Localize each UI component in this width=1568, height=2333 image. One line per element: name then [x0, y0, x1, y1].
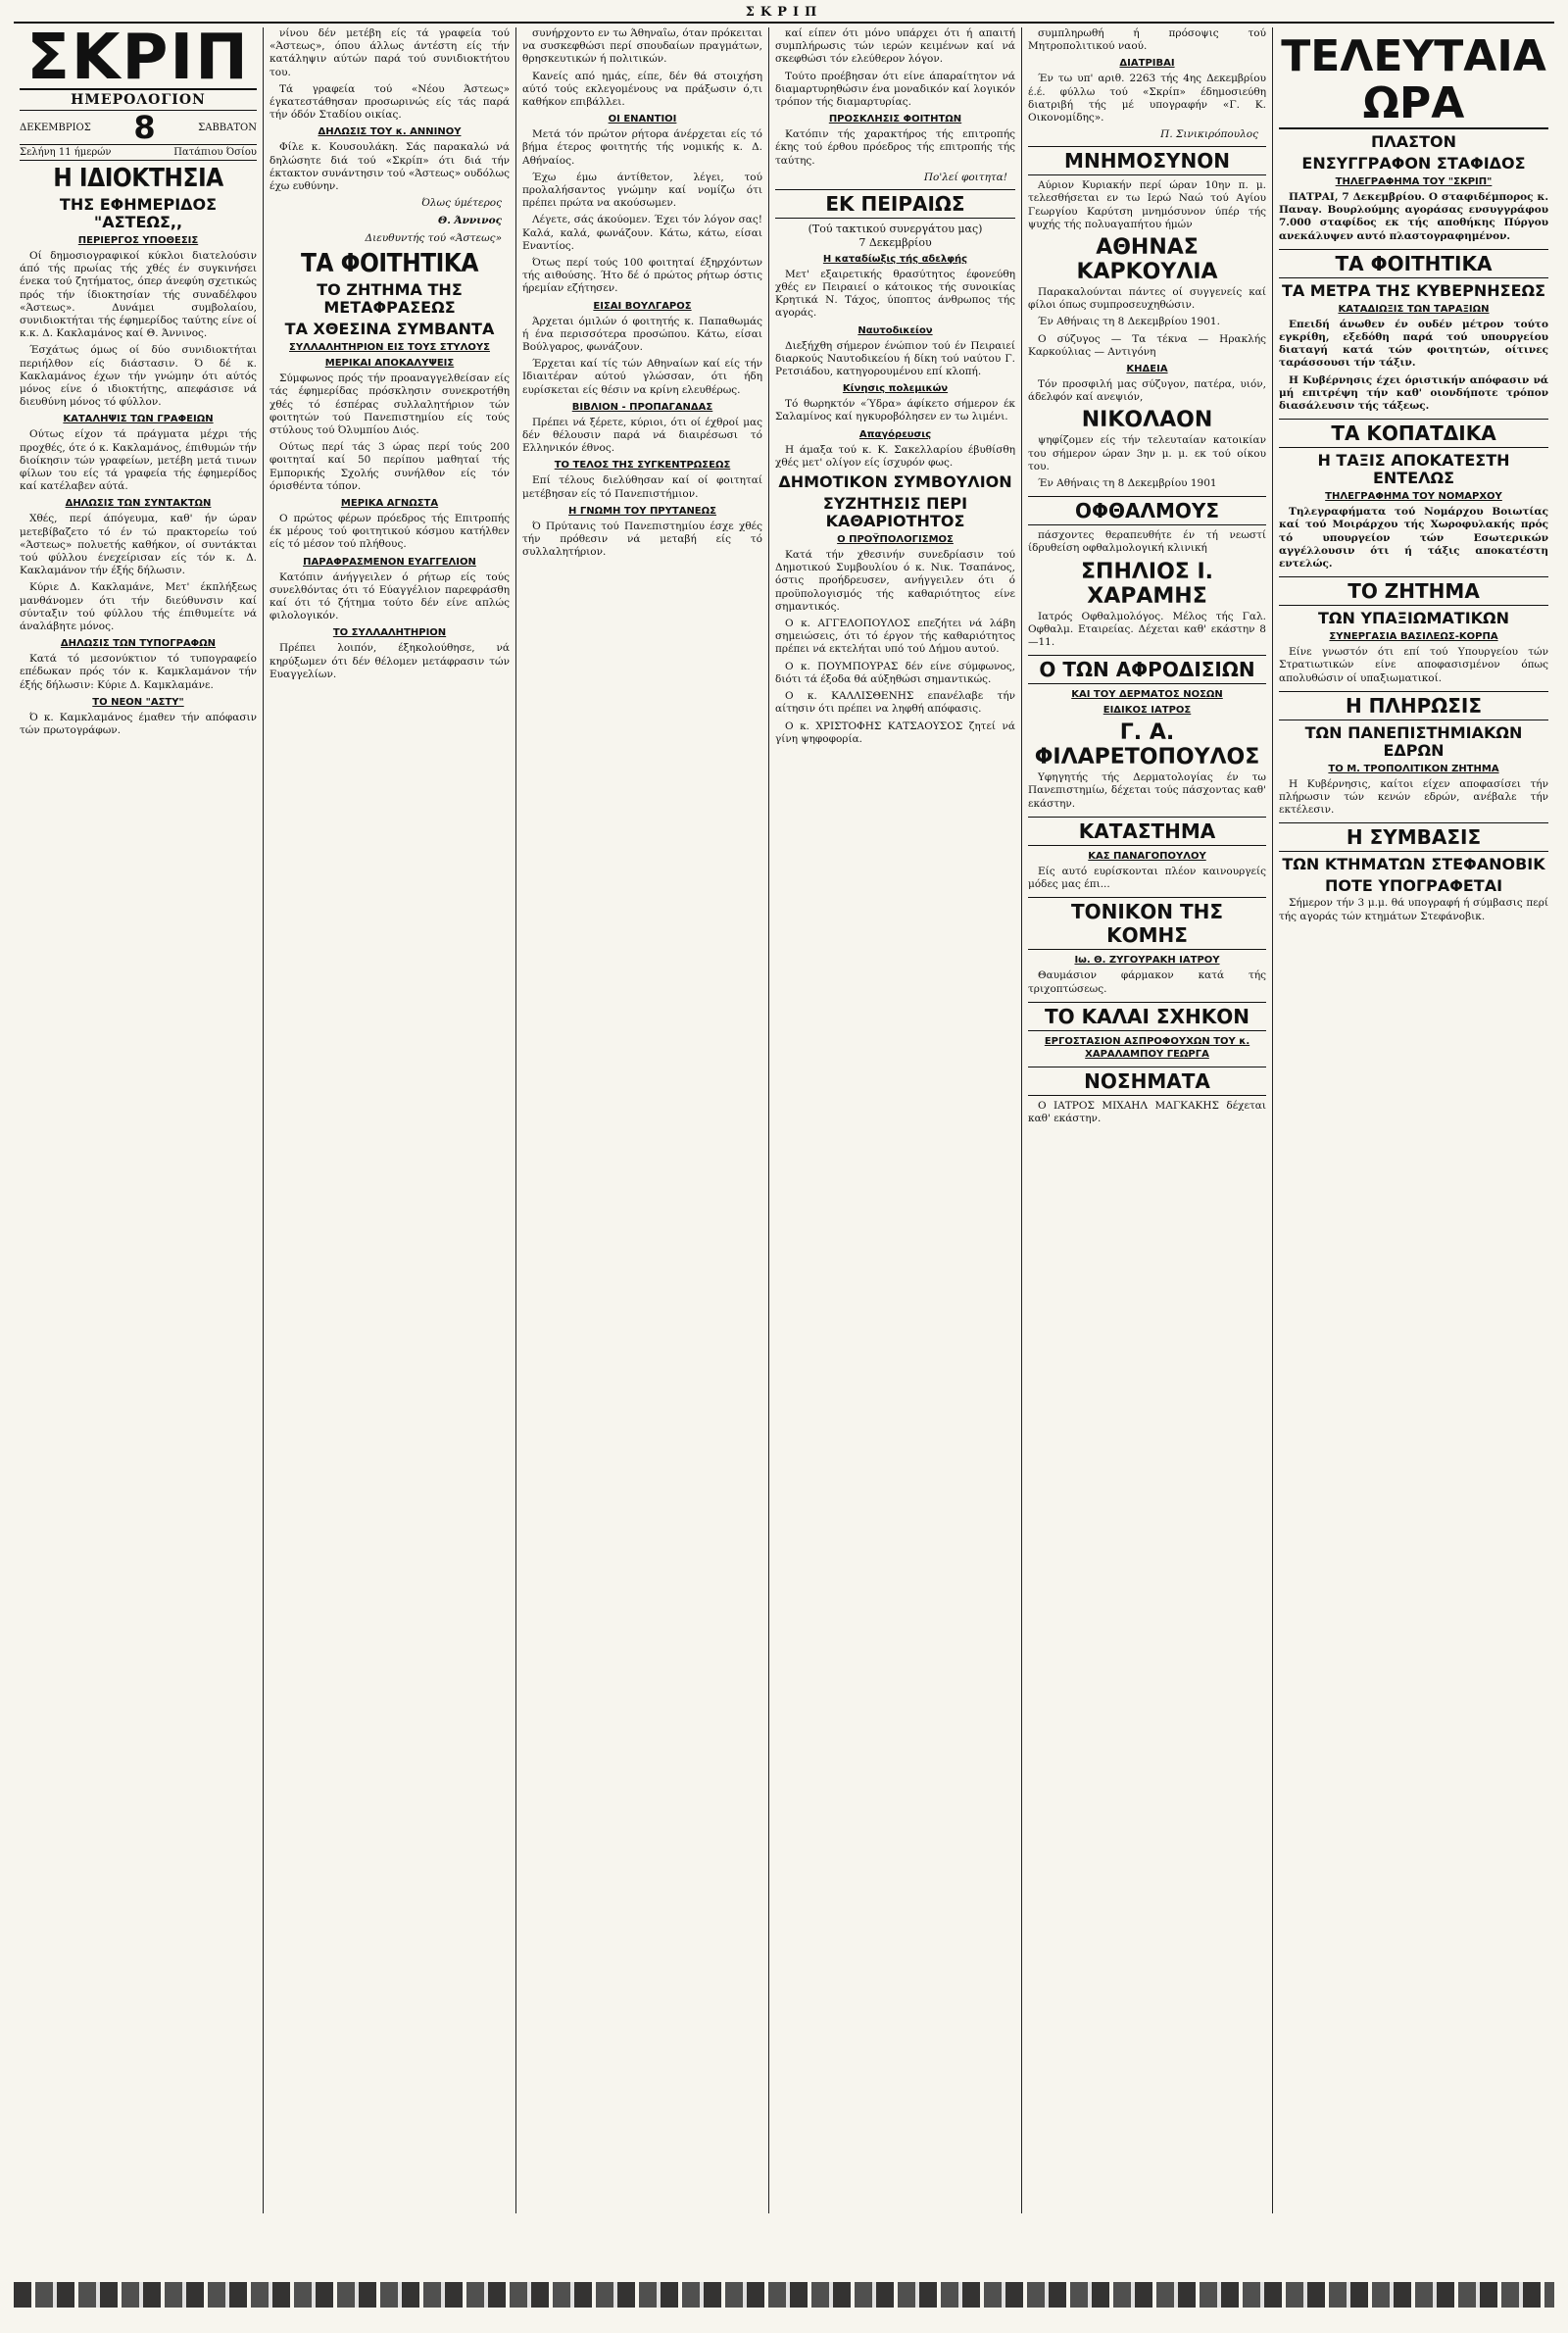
headline: Ο ΤΩΝ ΑΦΡΟΔΙΣΙΩΝ	[1028, 655, 1266, 684]
memorial-name: ΑΘΗΝΑΣ ΚΑΡΚΟΥΛΙΑ	[1076, 235, 1218, 285]
torn-edge-damage	[14, 2282, 1554, 2308]
subheadline: ΤΟ ΝΕΟΝ "ΑΣΤΥ"	[92, 696, 184, 708]
article-paragraph: Ούτως περί τάς 3 ώρας περί τούς 200 φοιτηταί καί 50 περίπου μαθηταί τής Εμπορικής Σχολής συνήλθον είς τόν όρισθέντα τόπον.	[270, 441, 510, 492]
article-paragraph: Επί τέλους διελύθησαν καί οί φοιτηταί μετέβησαν είς τό Πανεπιστήμιον.	[522, 474, 762, 500]
article-paragraph: συνήρχοντο εν τω Άθηναΐω, όταν πρόκειται να συσκεφθώσι περί σπουδαίων πραγμάτων, θρησκευτικών ή πολιτικών.	[522, 27, 762, 66]
article-paragraph: Κανείς από ημάς, είπε, δέν θά στοιχήση αύτό τούς εκλεγομένους να πράξωσιν ό,τι καθήκον επιβάλλει.	[522, 70, 762, 109]
article-paragraph: Σήμερον τήν 3 μ.μ. θά υπογραφή ή σύμβασις περί τής αγοράς τών κτημάτων Στεφάνοβικ.	[1279, 897, 1548, 922]
article-paragraph: συμπληρωθή ή πρόσοψις τού Μητροπολιτικού ναού.	[1028, 27, 1266, 53]
article-paragraph: Τό θωρηκτόν «Ύδρα» άφίκετο σήμερον έκ Σαλαμίνος καί ηγκυροβόλησεν εν τω λιμένι.	[775, 398, 1015, 423]
article-paragraph: Είνε γνωστόν ότι επί τού Υπουργείου τών Στρατιωτικών είνε αποφασισμένον όπως απολυθώσιν οί υπαξιωματικοί.	[1279, 646, 1548, 684]
article-paragraph: Έν Αθήναις τη 8 Δεκεμβρίου 1901.	[1038, 316, 1220, 328]
article-paragraph: Τόν προσφιλή μας σύζυγον, πατέρα, υιόν, άδελφόν καί ανεψιόν,	[1028, 378, 1266, 404]
article-paragraph: Η άμαξα τού κ. Κ. Σακελλαρίου έβυθίσθη χθές μετ' ολίγον είς ίσχυρόν φως.	[775, 443, 1015, 469]
subheadline: Απαγόρευσις	[858, 428, 932, 440]
headline: Η ΙΔΙΟΚΤΗΣΙΑ	[53, 164, 223, 193]
subheadline: ΒΙΒΛΙΟΝ - ΠΡΟΠΑΓΑΝΔΑΣ	[571, 401, 713, 413]
headline: ΤΟ ΖΗΤΗΜΑ ΤΗΣ ΜΕΤΑΦΡΑΣΕΩΣ	[317, 280, 463, 318]
column-5	[1022, 27, 1273, 2213]
headline: ΤΟ ΖΗΤΗΜΑ	[1279, 576, 1548, 606]
article-paragraph: Παρακαλούνται πάντες οί συγγενείς καί φίλοι όπως συμπροσευχηθώσιν.	[1028, 286, 1266, 312]
article-paragraph: Πρέπει νά ξέρετε, κύριοι, ότι οί έχθροί μας δέν θέλουσιν παρά νά διαιρέσωσι τό Ελληνικόν έθνος.	[522, 416, 762, 455]
subheadline: ΟΙ ΕΝΑΝΤΙΟΙ	[608, 114, 677, 125]
advertiser-name: Γ. Α. ΦΙΛΑΡΕΤΟΠΟΥΛΟΣ	[1034, 720, 1260, 770]
headline: ΝΟΣΗΜΑΤΑ	[1028, 1067, 1266, 1096]
article-paragraph: Ούτως είχον τά πράγματα μέχρι τής προχθές, ότε ό κ. Κακλαμάνος, έπιθυμών τήν διοίκησιν τών γραφείων, μετέβη μετά τινων φίλων του είς τά γραφεία τής έφημερίδος καί κατέλαβεν αύτά.	[20, 428, 257, 493]
column-2	[264, 27, 516, 2213]
article-paragraph: Είς αυτό ευρίσκονται πλέον καινουργείς μόδες μας έπι...	[1028, 865, 1266, 891]
funeral-name: ΝΙΚΟΛΑΟΝ	[1081, 408, 1213, 433]
subheadline: ΚΗΔΕΙΑ	[1126, 364, 1168, 375]
article-paragraph: Ο πρώτος φέρων πρόεδρος τής Επιτροπής έκ μέρους τού φοιτητικού κόσμου κατήλθεν είς τό μέσον τού πλήθους.	[270, 513, 510, 551]
subheadline: ΜΕΡΙΚΑ ΑΓΝΩΣΤΑ	[340, 498, 439, 510]
byline: (Τού τακτικού συνεργάτου μας)	[808, 222, 983, 235]
headline: ΔΗΜΟΤΙΚΟΝ ΣΥΜΒΟΥΛΙΟΝ	[778, 472, 1012, 492]
subheadline: ΔΗΛΩΣΙΣ ΤΟΥ κ. ΑΝΝΙΝΟΥ	[318, 126, 462, 138]
column-1	[14, 27, 264, 2213]
subheadline: Κίνησις πολεμικών	[842, 383, 949, 395]
article-paragraph: Η Κυβέρνησις, καίτοι είχεν αποφασίσει τήν πλήρωσιν τών κενών εδρών, ανέβαλε τήν εκτέλεσιν.	[1279, 777, 1548, 817]
article-paragraph: Ότως περί τούς 100 φοιτηταί έξηρχόντων τής αιθούσης. Ήτο δέ ό πρώτος ρήτωρ όστις ήρεμίαν εζήτησεν.	[522, 257, 762, 295]
headline: ΤΕΛΕΥΤΑΙΑ ΩΡΑ	[1279, 33, 1548, 129]
headline: ΚΑΤΑΣΤΗΜΑ	[1028, 817, 1266, 846]
article-paragraph: Χθές, περί άπόγευμα, καθ' ήν ώραν μετεβίβαζετο τό έν τώ πρακτορείω τού «Άστεως» πολυετής καθήκον, οί συντάκται τού φύλλου ένεχείρισαν είς τόν κ. Δ. Κακλαμάνον τήν έξής δήλωσιν.	[20, 513, 257, 577]
article-paragraph: Μετ' εξαιρετικής θρασύτητος έφονεύθη χθές εν Πειραιεί ο κάτοικος τής συνοικίας Κρητικά Ν. Τάχος, ύποπτος άνθρωπος τής αγοράς.	[775, 268, 1015, 320]
headline: ΤΩΝ ΥΠΑΞΙΩΜΑΤΙΚΩΝ	[1317, 609, 1510, 628]
headline: ΤΑ ΦΟΙΤΗΤΙΚΑ	[300, 249, 479, 279]
subheadline: ΜΕΡΙΚΑΙ ΑΠΟΚΑΛΥΨΕΙΣ	[324, 358, 455, 370]
masthead-dateline	[20, 111, 257, 145]
article-paragraph: Λέγετε, σάς άκούομεν. Έχει τόν λόγον σας! Καλά, καλά, φωνάζουν. Κάτω, κάτω, είσαι Εναντίος.	[522, 214, 762, 252]
headline: ΣΥΖΗΤΗΣΙΣ ΠΕΡΙ ΚΑΘΑΡΙΟΤΗΤΟΣ	[822, 494, 968, 531]
article-paragraph: Τηλεγραφήματα τού Νομάρχου Βοιωτίας καί τού Μοιράρχου τής Χωροφυλακής πρός τό υπουργείον τών Εσωτερικών αγγέλλουσιν ότι ή τάξις αποκατέστη εντελώς.	[1279, 506, 1548, 571]
article-paragraph: Διεξήχθη σήμερον ένώπιον τού έν Πειραιεί διαρκούς Ναυτοδικείου ή δίκη τού ναύτου Γ. Ρετσιάδου, κατηγορουμένου επί κλοπή.	[775, 339, 1015, 378]
subheadline: ΠΑΡΑΦΡΑΣΜΕΝΟΝ ΕΥΑΓΓΕΛΙΟΝ	[303, 556, 476, 568]
masthead-notes	[20, 145, 257, 161]
article-paragraph: Άρχεται όμιλών ό φοιτητής κ. Παπαθωμάς ή ένα περισσότερα προσώπου. Κάτω, είσαι Βούλγαρος, φωνάζουν.	[522, 315, 762, 354]
article-paragraph: Έρχεται καί τίς τών Αθηναίων καί είς τήν Ιδιαιτέραν αύτού γλώσσαν, ότι ήδη ευρίσκεται είς θέσιν να κρίνη ελευθέρως.	[522, 358, 762, 396]
column-3	[516, 27, 769, 2213]
headline: ΤΑ ΜΕΤΡΑ ΤΗΣ ΚΥΒΕΡΝΗΣΕΩΣ	[1281, 280, 1546, 300]
article-paragraph: ΠΑΤΡΑΙ, 7 Δεκεμβρίου. Ο σταφιδέμπορος κ. Παναγ. Βουρλούμης αγοράσας ενσυγγράφου 7.000 σταφίδος εκ τής αποθήκης Πύργου ανεκάλυψεν αυτό πλαστογραφημένον.	[1279, 191, 1548, 242]
article-paragraph: Η Κυβέρνησις έχει όριστικήν απόφασιν νά μή επιτρέψη τήν καθ' οιονδήποτε τρόπον διασάλευσιν τής τάξεως.	[1279, 373, 1548, 413]
mourners-list: Ο σύζυγος — Τα τέκνα — Ηρακλής Καρκούλιας — Αντιγόνη	[1028, 332, 1266, 358]
article-paragraph: Έσχάτως όμως οί δύο συνιδιοκτήται περιήλθον είς διάστασιν. Ό δέ κ. Κακλαμάνος έχων τήν γνώμην ότι αύτός μόνος είνε ό ιδιοκτήτης, απεφάσισε νά διευθύνη μόνος τό φύλλον.	[20, 344, 257, 409]
article-paragraph: Έν τω υπ' αριθ. 2263 τής 4ης Δεκεμβρίου έ.έ. φύλλω τού «Σκρίπ» έδημοσιεύθη διατριβή τής μέ υπογραφήν «Γ. Κ. Οικονομίδης».	[1028, 73, 1266, 124]
subheadline: Ιω. Θ. ΖΥΓΟΥΡΑΚΗ ΙΑΤΡΟΥ	[1074, 955, 1220, 967]
subheadline: ΤΟ ΣΥΛΛΑΛΗΤΗΡΙΟΝ	[332, 627, 447, 639]
column-4	[769, 27, 1022, 2213]
subheadline: Η καταδίωξις τής αδελφής	[822, 253, 968, 265]
subheadline: ΕΙΔΙΚΟΣ ΙΑΤΡΟΣ	[1102, 705, 1192, 717]
dateline-month: ΔΕΚΕΜΒΡΙΟΣ	[20, 122, 91, 133]
article-paragraph: Επειδή άνωθεν έν ουδέν μέτρον τούτο εγκρίθη, εξεδόθη παρά τού υπουργείου διαταγή κατά τών φοιτητών, οίτινες ταράσσουσι τήν τάξιν.	[1279, 318, 1548, 370]
headline: Η ΠΛΗΡΩΣΙΣ	[1279, 691, 1548, 720]
running-head: ΣΚΡΙΠ	[745, 5, 823, 20]
article-paragraph: Έν Αθήναις τη 8 Δεκεμβρίου 1901	[1038, 477, 1217, 490]
article-paragraph: Ό Πρύτανις τού Πανεπιστημίου έσχε χθές τήν πρόθεσιν νά μεταβή είς τό συλλαλητήριον.	[522, 520, 762, 559]
article-paragraph: Έχω έμω άντίθετον, λέγει, τού προλαλήσαντος γνώμην καί νομίζω ότι πρέπει πρώτα να ακούσωμεν.	[522, 171, 762, 210]
article-paragraph: Υφηγητής τής Δερματολογίας έν τω Πανεπιστημίω, δέχεται τούς πάσχοντας καθ' εκάστην.	[1028, 771, 1266, 810]
subheadline: ΔΗΛΩΣΙΣ ΤΩΝ ΤΥΠΟΓΡΑΦΩΝ	[60, 638, 217, 650]
subheadline: ΕΙΣΑΙ ΒΟΥΛΓΑΡΟΣ	[593, 300, 692, 312]
dateline: 7 Δεκεμβρίου	[858, 235, 932, 249]
top-rule	[14, 22, 1554, 24]
saint-note: Πατάπιου Όσίου	[173, 147, 257, 158]
moon-note: Σελήνη 11 ήμερών	[20, 147, 112, 158]
signature-name: Θ. Άννινος	[438, 215, 502, 227]
article-paragraph: Σύμφωνος πρός τήν προαναγγελθείσαν είς τάς έφημερίδας πρόσκλησιν συνεκροτήθη χθές τό έσπέρας συλλαλητήριον τών φοιτητών τού Πανεπιστημίου είς τούς στύλους τού Όλυμπίου Διός.	[270, 372, 510, 437]
signature-line: Όλως ύμέτερος	[421, 197, 502, 210]
subheadline: ΚΑΙ ΤΟΥ ΔΕΡΜΑΤΟΣ ΝΟΣΩΝ	[1071, 689, 1223, 701]
article-paragraph: Κύριε Δ. Κακλαμάνε, Μετ' έκπλήξεως μανθάνομεν ότι τήν διεύθυνσιν καί σύνταξιν τού φύλλου τής έπιθυμείτε νά άναλάβητε μόνος.	[20, 581, 257, 633]
signature-title: Διευθυντής τού «Άστεως»	[365, 232, 502, 245]
subheadline: ΔΙΑΤΡΙΒΑΙ	[1119, 58, 1175, 70]
article-paragraph: Ο κ. ΠΟΥΜΠΟΥΡΑΣ δέν είνε σύμφωνος, διότι τά έξοδα θά αύξηθώσι σημαντικώς.	[775, 660, 1015, 685]
headline: ΤΗΣ ΕΦΗΜΕΡΙΔΟΣ "ΑΣΤΕΩΣ,,	[59, 195, 218, 231]
subheadline: ΚΑΤΑΛΗΨΙΣ ΤΩΝ ΓΡΑΦΕΙΩΝ	[63, 414, 214, 425]
columns	[14, 27, 1554, 2213]
headline: Η ΤΑΞΙΣ ΑΠΟΚΑΤΕΣΤΗ ΕΝΤΕΛΩΣ	[1317, 451, 1510, 488]
subheadline: ΕΡΓΟΣΤΑΣΙΟΝ ΑΣΠΡΟΦΟΥΧΩΝ ΤΟΥ κ. ΧΑΡΑΛΑΜΠΟΥ ΓΕΩΡΓΑ	[1044, 1035, 1250, 1060]
headline: ΤΩΝ ΠΑΝΕΠΙΣΤΗΜΙΑΚΩΝ ΕΔΡΩΝ	[1304, 722, 1523, 760]
headline: ΤΩΝ ΚΤΗΜΑΤΩΝ ΣΤΕΦΑΝΟΒΙΚ	[1282, 855, 1545, 874]
headline: ΕΝΣΥΓΓΡΑΦΟΝ ΣΤΑΦΙΔΟΣ	[1301, 154, 1526, 173]
subheadline: ΠΡΟΣΚΛΗΣΙΣ ΦΟΙΤΗΤΩΝ	[828, 114, 962, 125]
column-6	[1273, 27, 1554, 2213]
article-paragraph: νίνου δέν μετέβη είς τά γραφεία τού «Άστεως», όπου άλλως άντέστη είς τήν κατάληψιν αύτών παρά τού συνιδιοκτήτου του.	[270, 27, 510, 78]
dateline-day-number: 8	[133, 109, 156, 146]
article-paragraph: Οί δημοσιογραφικοί κύκλοι διατελούσιν άπό τής πρωίας τής χθές έν συγκινήσει ένεκα τού ζητήματος, όπερ άνεφύη σχετικώς πρός τήν ίδιοκτησίαν τής συναδέλφου «Άστεως». Δυνάμει συμβολαίου, συνιδιοκτήται τής έφημερίδος ταύτης είνε οί κ.κ. Δ. Κακλαμάνος καί Θ. Άννινος.	[20, 250, 257, 340]
article-paragraph: Φίλε κ. Κουσουλάκη. Σάς παρακαλώ νά δηλώσητε διά τού «Σκρίπ» ότι διά τήν έκτακτον συνάντησιν τού «Άστεως» ουδόλως έχω ευθύνην.	[270, 141, 510, 193]
article-paragraph: Ο ΙΑΤΡΟΣ ΜΙΧΑΗΛ ΜΑΓΚΑΚΗΣ δέχεται καθ' εκάστην.	[1028, 1099, 1266, 1124]
headline: ΤΟΝΙΚΟΝ ΤΗΣ ΚΟΜΗΣ	[1028, 897, 1266, 950]
article-paragraph: Μετά τόν πρώτον ρήτορα άνέρχεται είς τό βήμα έτερος φοιτητής τής νομικής κ. Δ. Αθήναίος.	[522, 128, 762, 167]
dateline-weekday: ΣΑΒΒΑΤΟΝ	[198, 122, 257, 133]
article-paragraph: πάσχοντες θεραπευθήτε έν τή νεωστί ίδρυθείση οφθαλμολογική κλινική	[1028, 529, 1266, 555]
article-paragraph: Κατά τήν χθεσινήν συνεδρίασιν τού Δημοτικού Συμβουλίου ό κ. Νικ. Τσαπάνος, όστις προήδρευσεν, ανήγγειλεν ότι ό προϋπολογισμός τής καθαριότητος είνε σημαντικός.	[775, 549, 1015, 613]
signature: Π. Σινικιρόπουλος	[1160, 128, 1258, 141]
headline: ΠΟΤΕ ΥΠΟΓΡΑΦΕΤΑΙ	[1324, 876, 1503, 896]
subheadline: Η ΓΝΩΜΗ ΤΟΥ ΠΡΥΤΑΝΕΩΣ	[568, 505, 716, 517]
subheadline: ΚΑΣ ΠΑΝΑΓΟΠΟΥΛΟΥ	[1088, 850, 1206, 862]
article-paragraph: Ο κ. ΚΑΛΛΙΣΘΕΝΗΣ επανέλαβε τήν αίτησιν ότι πρέπει να ληφθή απόφασις.	[775, 690, 1015, 716]
subheadline: ΚΑΤΑΔΙΩΞΙΣ ΤΩΝ ΤΑΡΑΞΙΩΝ	[1338, 303, 1490, 315]
subheadline: Ναυτοδικείον	[858, 324, 933, 336]
article-paragraph: Ιατρός Οφθαλμολόγος. Μέλος τής Γαλ. Οφθαλμ. Εταιρείας. Δέχεται καθ' εκάστην 8—11.	[1028, 610, 1266, 649]
article-paragraph: Τά γραφεία τού «Νέου Άστεως» έγκατεστάθησαν προσωρινώς είς τάς παρά τήν όδόν Σταδίου οικίας.	[270, 82, 510, 122]
subheadline: ΣΥΛΛΑΛΗΤΗΡΙΟΝ ΕΙΣ ΤΟΥΣ ΣΤΥΛΟΥΣ	[289, 342, 490, 354]
headline: Η ΣΥΜΒΑΣΙΣ	[1279, 822, 1548, 852]
headline: ΠΛΑΣΤΟΝ	[1371, 132, 1456, 151]
article-paragraph: Πρέπει λοιπόν, έξηκολούθησε, νά κηρύξωμεν ότι δέν θέλομεν μετάφρασιν τών Ευαγγελίων.	[270, 642, 510, 680]
headline: ΕΚ ΠΕΙΡΑΙΩΣ	[775, 189, 1015, 219]
article-paragraph: Ο κ. ΑΓΓΕΛΟΠΟΥΛΟΣ επεζήτει νά λάβη σημειώσεις, ότι τό έργον τής καθαριότητος πρέπει νά εκτελήται υπό τού Δήμου αυτού.	[775, 618, 1015, 656]
headline: ΤΟ ΚΑΛΑΙ ΣΧΗΚΟΝ	[1028, 1002, 1266, 1031]
subheadline: Ο ΠΡΟΫΠΟΛΟΓΙΣΜΟΣ	[837, 534, 954, 546]
subheadline: ΤΗΛΕΓΡΑΦΗΜΑ ΤΟΥ ΝΟΜΑΡΧΟΥ	[1325, 491, 1502, 503]
headline: ΤΑ ΦΟΙΤΗΤΙΚΑ	[1279, 249, 1548, 278]
subheadline: ΣΥΝΕΡΓΑΣΙΑ ΒΑΣΙΛΕΩΣ-ΚΟΡΠΑ	[1329, 631, 1498, 643]
article-paragraph: Τούτο προέβησαν ότι είνε άπαραίτητον νά διαμαρτυρηθώσιν ένα μοναδικόν καί λογικόν τρόπον τής διαμαρτυρίας.	[775, 70, 1015, 109]
headline: ΜΝΗΜΟΣΥΝΟΝ	[1028, 146, 1266, 175]
subheadline: ΤΗΛΕΓΡΑΦΗΜΑ ΤΟΥ "ΣΚΡΙΠ"	[1335, 176, 1493, 187]
subheadline: ΔΗΛΩΣΙΣ ΤΩΝ ΣΥΝΤΑΚΤΩΝ	[65, 498, 212, 510]
advertiser-name: ΣΠΗΛΙΟΣ Ι. ΧΑΡΑΜΗΣ	[1081, 559, 1213, 609]
article-paragraph: Κατόπιν άνήγγειλεν ό ρήτωρ είς τούς συνελθόντας ότι τό Εύαγγέλιον παρεφράσθη καί ότι τό ζήτημα τούτο δέν είνε απλώς φιλολογικόν.	[270, 571, 510, 622]
signature: Πο'λεί φοιτητα!	[923, 171, 1007, 183]
subheadline: ΠΕΡΙΕΡΓΟΣ ΥΠΟΘΕΣΙΣ	[77, 235, 199, 246]
headline: ΤΑ ΚΟΠΑΤΔΙΚΑ	[1279, 419, 1548, 448]
article-paragraph: καί είπεν ότι μόνο υπάρχει ότι ή απαιτή συμπλήρωσις τών ιερών κειμένων καί νά σκεφθώσι τόν ελεύθερον λόγον.	[775, 27, 1015, 66]
article-paragraph: Θαυμάσιον φάρμακον κατά τής τριχοπτώσεως.	[1028, 969, 1266, 995]
article-paragraph: Κατόπιν τής χαρακτήρος τής επιτροπής έκης τού έρθου πρόεδρος τής επιτροπής τής ταύτης.	[775, 128, 1015, 167]
headline: ΤΑ ΧΘΕΣΙΝΑ ΣΥΜΒΑΝΤΑ	[284, 320, 495, 339]
masthead-title: ΣΚΡΙΠ	[20, 27, 257, 90]
headline: ΟΦΘΑΛΜΟΥΣ	[1028, 496, 1266, 525]
article-paragraph: Κατά τό μεσονύκτιον τό τυπογραφείο επέδωκαν πρός τόν κ. Καμκλαμάνον τήν έξής δήλωσιν: Κύριε Δ. Καμκλαμάνε.	[20, 653, 257, 691]
article-paragraph: ψηφίζομεν είς τήν τελευταίαν κατοικίαν του σήμερον ώραν 3ην μ. μ. εκ τού οίκου του.	[1028, 434, 1266, 472]
article-paragraph: Ο κ. ΧΡΙΣΤΟΦΗΣ ΚΑΤΣΑΟΥΣΟΣ ζητεί νά γίνη ψηφοφορία.	[775, 720, 1015, 745]
article-paragraph: Ό κ. Καμκλαμάνος έμαθεν τήν απόφασιν τών πρωτογράφων.	[20, 711, 257, 737]
subheadline: ΤΟ Μ. ΤΡΟΠΟΛΙΤΙΚΟΝ ΖΗΤΗΜΑ	[1328, 763, 1499, 774]
article-paragraph: Αύριον Κυριακήν περί ώραν 10ην π. μ. τελεσθήσεται εν τω Ιερώ Ναώ τού Αγίου Γεωργίου Καρύτση μνημόσυνον ύπέρ τής ψυχής τής πολυαγαπήτου ήμών	[1028, 179, 1266, 230]
subheadline: ΤΟ ΤΕΛΟΣ ΤΗΣ ΣΥΓΚΕΝΤΡΩΣΕΩΣ	[554, 460, 731, 472]
masthead-subtitle: ΗΜΕΡΟΛΟΓΙΟΝ	[20, 90, 257, 111]
